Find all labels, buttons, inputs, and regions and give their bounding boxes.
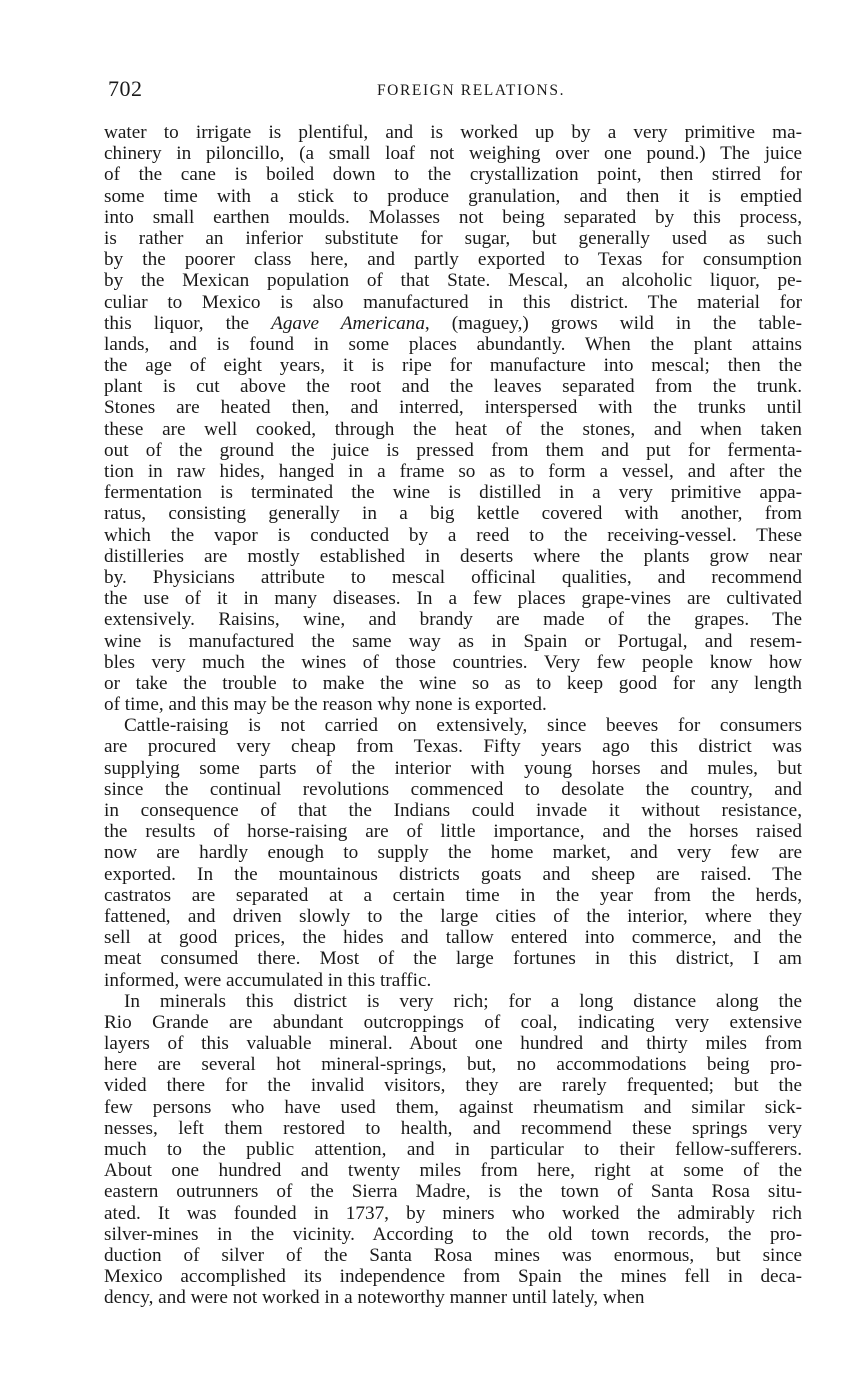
text-line: meat consumed there. Most of the large fortunes in this district, I am [104,948,802,970]
text-line: chinery in piloncillo, (a small loaf not weighing over one pound.) The juice [104,143,802,165]
text-line: lands, and is found in some places abundantly. When the plant attains [104,333,802,355]
text-line: culiar to Mexico is also manufactured in this district. The material for [104,291,802,313]
text-line: duction of silver of the Santa Rosa mines was enormous, but since [104,1244,802,1266]
text-line: ratus, consisting generally in a big kettle covered with another, from [104,503,802,525]
text-line: extensively. Raisins, wine, and brandy are made of the grapes. The [104,609,802,631]
text-line: vided there for the invalid visitors, they are rarely frequented; but the [104,1075,802,1097]
page-number: 702 [108,76,143,101]
text-line: exported. In the mountainous districts goats and sheep are raised. The [104,863,802,885]
text-line: informed, were accumulated in this traffic. [104,969,432,991]
text-line: Cattle-raising is not carried on extensively, since beeves for consumers [124,715,802,737]
italic-term: Agave Americana [271,312,425,334]
text-line: of time, and this may be the reason why none is exported. [104,694,547,716]
paragraph [104,715,802,990]
text-line: out of the ground the juice is pressed from them and put for fermenta- [104,439,802,461]
text-line: fattened, and driven slowly to the large cities of the interior, where they [104,905,802,927]
text-line: are procured very cheap from Texas. Fifty years ago this district was [104,736,802,758]
text-line: into small earthen moulds. Molasses not being separated by this process, [104,206,802,228]
text-line: castratos are separated at a certain time in the year from the herds, [104,884,802,906]
text-line: dency, and were not worked in a noteworthy manner until lately, when [104,1287,645,1309]
text-line: which the vapor is conducted by a reed to the receiving-vessel. These [104,524,802,546]
text-line: since the continual revolutions commenced to desolate the country, and [104,778,802,800]
text-line: In minerals this district is very rich; for a long distance along the [124,990,802,1012]
text-line: nesses, left them restored to health, and recommend these springs very [104,1117,802,1139]
text-line: the results of horse-raising are of little importance, and the horses raised [104,821,802,843]
text-line: these are well cooked, through the heat of the stones, and when taken [104,418,802,440]
text-line: in consequence of that the Indians could invade it without resistance, [104,800,802,821]
text-line: distilleries are mostly established in deserts where the plants grow near [104,545,802,567]
text-line: layers of this valuable mineral. About one hundred and thirty miles from [104,1033,802,1055]
text-line: by. Physicians attribute to mescal officinal qualities, and recommend [104,566,802,588]
text-line: or take the trouble to make the wine so as to keep good for any length [104,672,802,694]
text-line: few persons who have used them, against rheumatism and similar sick- [104,1096,802,1118]
text-line: supplying some parts of the interior with young horses and mules, but [104,757,802,779]
text-line: this liquor, the Agave Americana, (maguey,) grows wild in the table- [104,312,802,334]
text-line: now are hardly enough to supply the home market, and very few are [104,842,802,864]
text-line: bles very much the wines of those countries. Very few people know how [104,651,802,673]
text-line: by the poorer class here, and partly exported to Texas for consumption [104,249,802,271]
text-line: wine is manufactured the same way as in Spain or Portugal, and resem- [104,630,802,652]
text-line: the age of eight years, it is ripe for manufacture into mescal; then the [104,355,802,377]
text-line: fermentation is terminated the wine is distilled in a very primitive appa- [104,482,802,504]
text-line: by the Mexican population of that State. Mescal, an alcoholic liquor, pe- [104,270,802,292]
text-line: About one hundred and twenty miles from here, right at some of the [104,1160,802,1182]
paragraph [104,991,802,1309]
text-line: ated. It was founded in 1737, by miners who worked the admirably rich [104,1202,802,1224]
body-text [104,122,802,1322]
text-line: here are several hot mineral-springs, but, no accommodations being pro- [104,1054,802,1076]
text-line: Rio Grande are abundant outcroppings of coal, indicating very extensive [104,1011,802,1033]
paragraph [104,122,802,715]
text-line: of the cane is boiled down to the crystallization point, then stirred for [104,164,802,186]
text-line: Stones are heated then, and interred, interspersed with the trunks until [104,397,802,419]
text-line: plant is cut above the root and the leaves separated from the trunk. [104,376,802,398]
text-line: water to irrigate is plentiful, and is worked up by a very primitive ma- [104,122,802,143]
text-line: silver-mines in the vicinity. According to the old town records, the pro- [104,1223,802,1245]
text-line: the use of it in many diseases. In a few places grape-vines are cultivated [104,588,802,610]
text-line: sell at good prices, the hides and tallow entered into commerce, and the [104,927,802,949]
text-line: Mexico accomplished its independence from Spain the mines fell in deca- [104,1266,802,1288]
running-head: FOREIGN RELATIONS. [376,82,566,99]
text-line: some time with a stick to produce granulation, and then it is emptied [104,185,802,207]
text-line: tion in raw hides, hanged in a frame so as to form a vessel, and after the [104,461,802,482]
text-line: is rather an inferior substitute for sugar, but generally used as such [104,227,802,249]
text-line: much to the public attention, and in particular to their fellow-sufferers. [104,1139,802,1160]
page-header [108,76,804,106]
text-line: eastern outrunners of the Sierra Madre, is the town of Santa Rosa situ- [104,1181,802,1203]
